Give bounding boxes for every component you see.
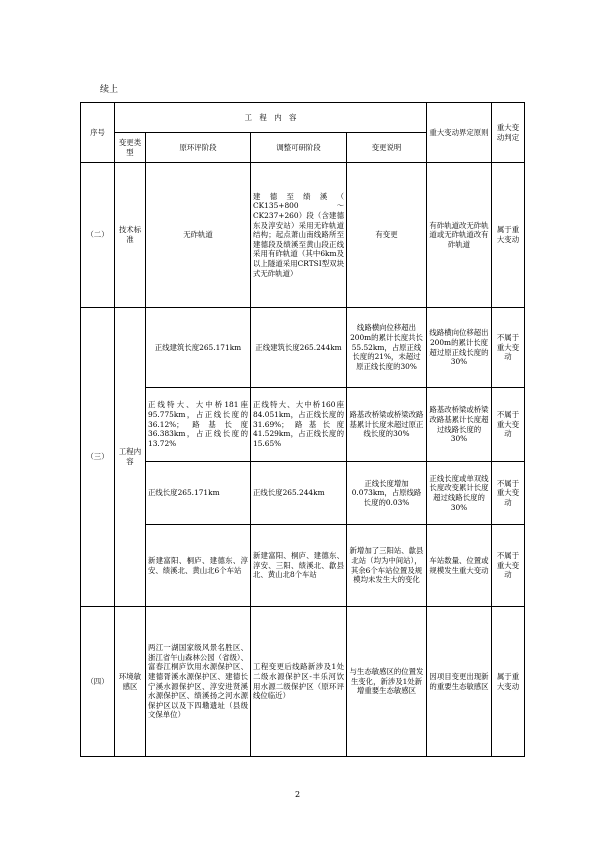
row-adjusted: 正线特大、大中桥160座84.051km，占正线长度的31.69%；路基长度41.529km，占正线长度的15.65% bbox=[251, 388, 347, 462]
change-assessment-table bbox=[80, 102, 525, 757]
row-judgement: 不属于重大变动 bbox=[492, 525, 525, 607]
table-row bbox=[81, 607, 525, 757]
row-judgement: 不属于重大变动 bbox=[492, 388, 525, 462]
row-original: 无砟轨道 bbox=[146, 163, 251, 308]
row-principle: 因项目变更出现新的重要生态敏感区 bbox=[427, 607, 492, 757]
header-seq: 序号 bbox=[81, 103, 115, 163]
row-adjusted: 工程变更后线路新涉及1处二级水源保护区-丰乐河饮用水源二级保护区（原环评线位临近） bbox=[251, 607, 347, 757]
row-adjusted: 新建富阳、桐庐、建德东、淳安、三阳、绩溪北、歙县北、黄山北8个车站 bbox=[251, 525, 347, 607]
row-principle: 路基改桥梁或桥梁改路基累计长度超过线路长度的30% bbox=[427, 388, 492, 462]
row-original: 两江一湖国家级风景名胜区、浙江省午山森林公园（省级）、富春江桐庐饮用水源保护区、建德胥溪水源保护区、建德长宁溪水源保护区、淳安进贤溪水源保护区、绩溪扬之河水源保护区以及下四墈遗址（县级文保单位） bbox=[146, 607, 251, 757]
row-adjusted: 建德至绩溪（ CK135+800 ～ CK237+260）段（含建德东及淳安站）采用无砟轨道结构；起点萧山南线路所至建德段及绩溪至黄山段正线采用有砟轨道（其中6km及以上隧道采用CRTSⅠ型双块式无砟轨道） bbox=[251, 163, 347, 308]
row-explain: 与生态敏感区的位置发生变化，新涉及1处新增重要生态敏感区 bbox=[347, 607, 427, 757]
continued-label: 续上 bbox=[100, 85, 119, 95]
page-number: 2 bbox=[294, 790, 301, 799]
table-row bbox=[81, 525, 525, 607]
row-original: 正线长度265.171km bbox=[146, 462, 251, 525]
row-explain: 线路横向位移超出200m的累计长度共长55.52km，占原正线长度的21%，未超过原正线长度的30% bbox=[347, 308, 427, 388]
row-explain: 有变更 bbox=[347, 163, 427, 308]
row-judgement: 属于重大变动 bbox=[492, 607, 525, 757]
header-principle: 重大变动界定原则 bbox=[427, 103, 492, 163]
row-explain: 正线长度增加0.073km，占原线路长度的0.03% bbox=[347, 462, 427, 525]
row-explain: 新增加了三阳站、歙县北站（均为中间站），其余6个车站位置及规模均未发生大的变化 bbox=[347, 525, 427, 607]
row-seq: （二） bbox=[81, 163, 115, 308]
row-principle: 车站数量、位置或规模发生重大变动 bbox=[427, 525, 492, 607]
table-row bbox=[81, 388, 525, 462]
table-row bbox=[81, 163, 525, 308]
header-change-type: 变更类型 bbox=[115, 133, 146, 163]
row-explain: 路基改桥梁或桥梁改路基累计长度未超过原正线长度的30% bbox=[347, 388, 427, 462]
header-judgement: 重大变动判定 bbox=[492, 103, 525, 163]
header-explain: 变更说明 bbox=[347, 133, 427, 163]
row-type: 环境敏感区 bbox=[115, 607, 146, 757]
row-adjusted: 正线长度265.244km bbox=[251, 462, 347, 525]
row-adjusted: 正线建筑长度265.244km bbox=[251, 308, 347, 388]
row-seq: （三） bbox=[81, 308, 115, 607]
table-row bbox=[81, 308, 525, 388]
row-original: 正线建筑长度265.171km bbox=[146, 308, 251, 388]
row-seq: （四） bbox=[81, 607, 115, 757]
table-row bbox=[81, 462, 525, 525]
row-type: 工程内容 bbox=[115, 308, 146, 607]
header-content: 工 程 内 容 bbox=[115, 103, 427, 133]
row-principle: 正线长度或单双线长度改变累计长度超过线路长度的30% bbox=[427, 462, 492, 525]
header-adjusted: 调整可研阶段 bbox=[251, 133, 347, 163]
row-principle: 线路横向位移超出200m的累计长度超过原正线长度的30% bbox=[427, 308, 492, 388]
row-original: 正线特大、大中桥181座95.775km，占正线长度的36.12%；路基长度36.383km，占正线长度的13.72% bbox=[146, 388, 251, 462]
header-original: 原环评阶段 bbox=[146, 133, 251, 163]
row-judgement: 不属于重大变动 bbox=[492, 462, 525, 525]
row-type: 技术标准 bbox=[115, 163, 146, 308]
row-principle: 有砟轨道改无砟轨道或无砟轨道改有砟轨道 bbox=[427, 163, 492, 308]
row-judgement: 不属于重大变动 bbox=[492, 308, 525, 388]
row-original: 新建富阳、桐庐、建德东、淳安、绩溪北、黄山北6个车站 bbox=[146, 525, 251, 607]
row-judgement: 属于重大变动 bbox=[492, 163, 525, 308]
